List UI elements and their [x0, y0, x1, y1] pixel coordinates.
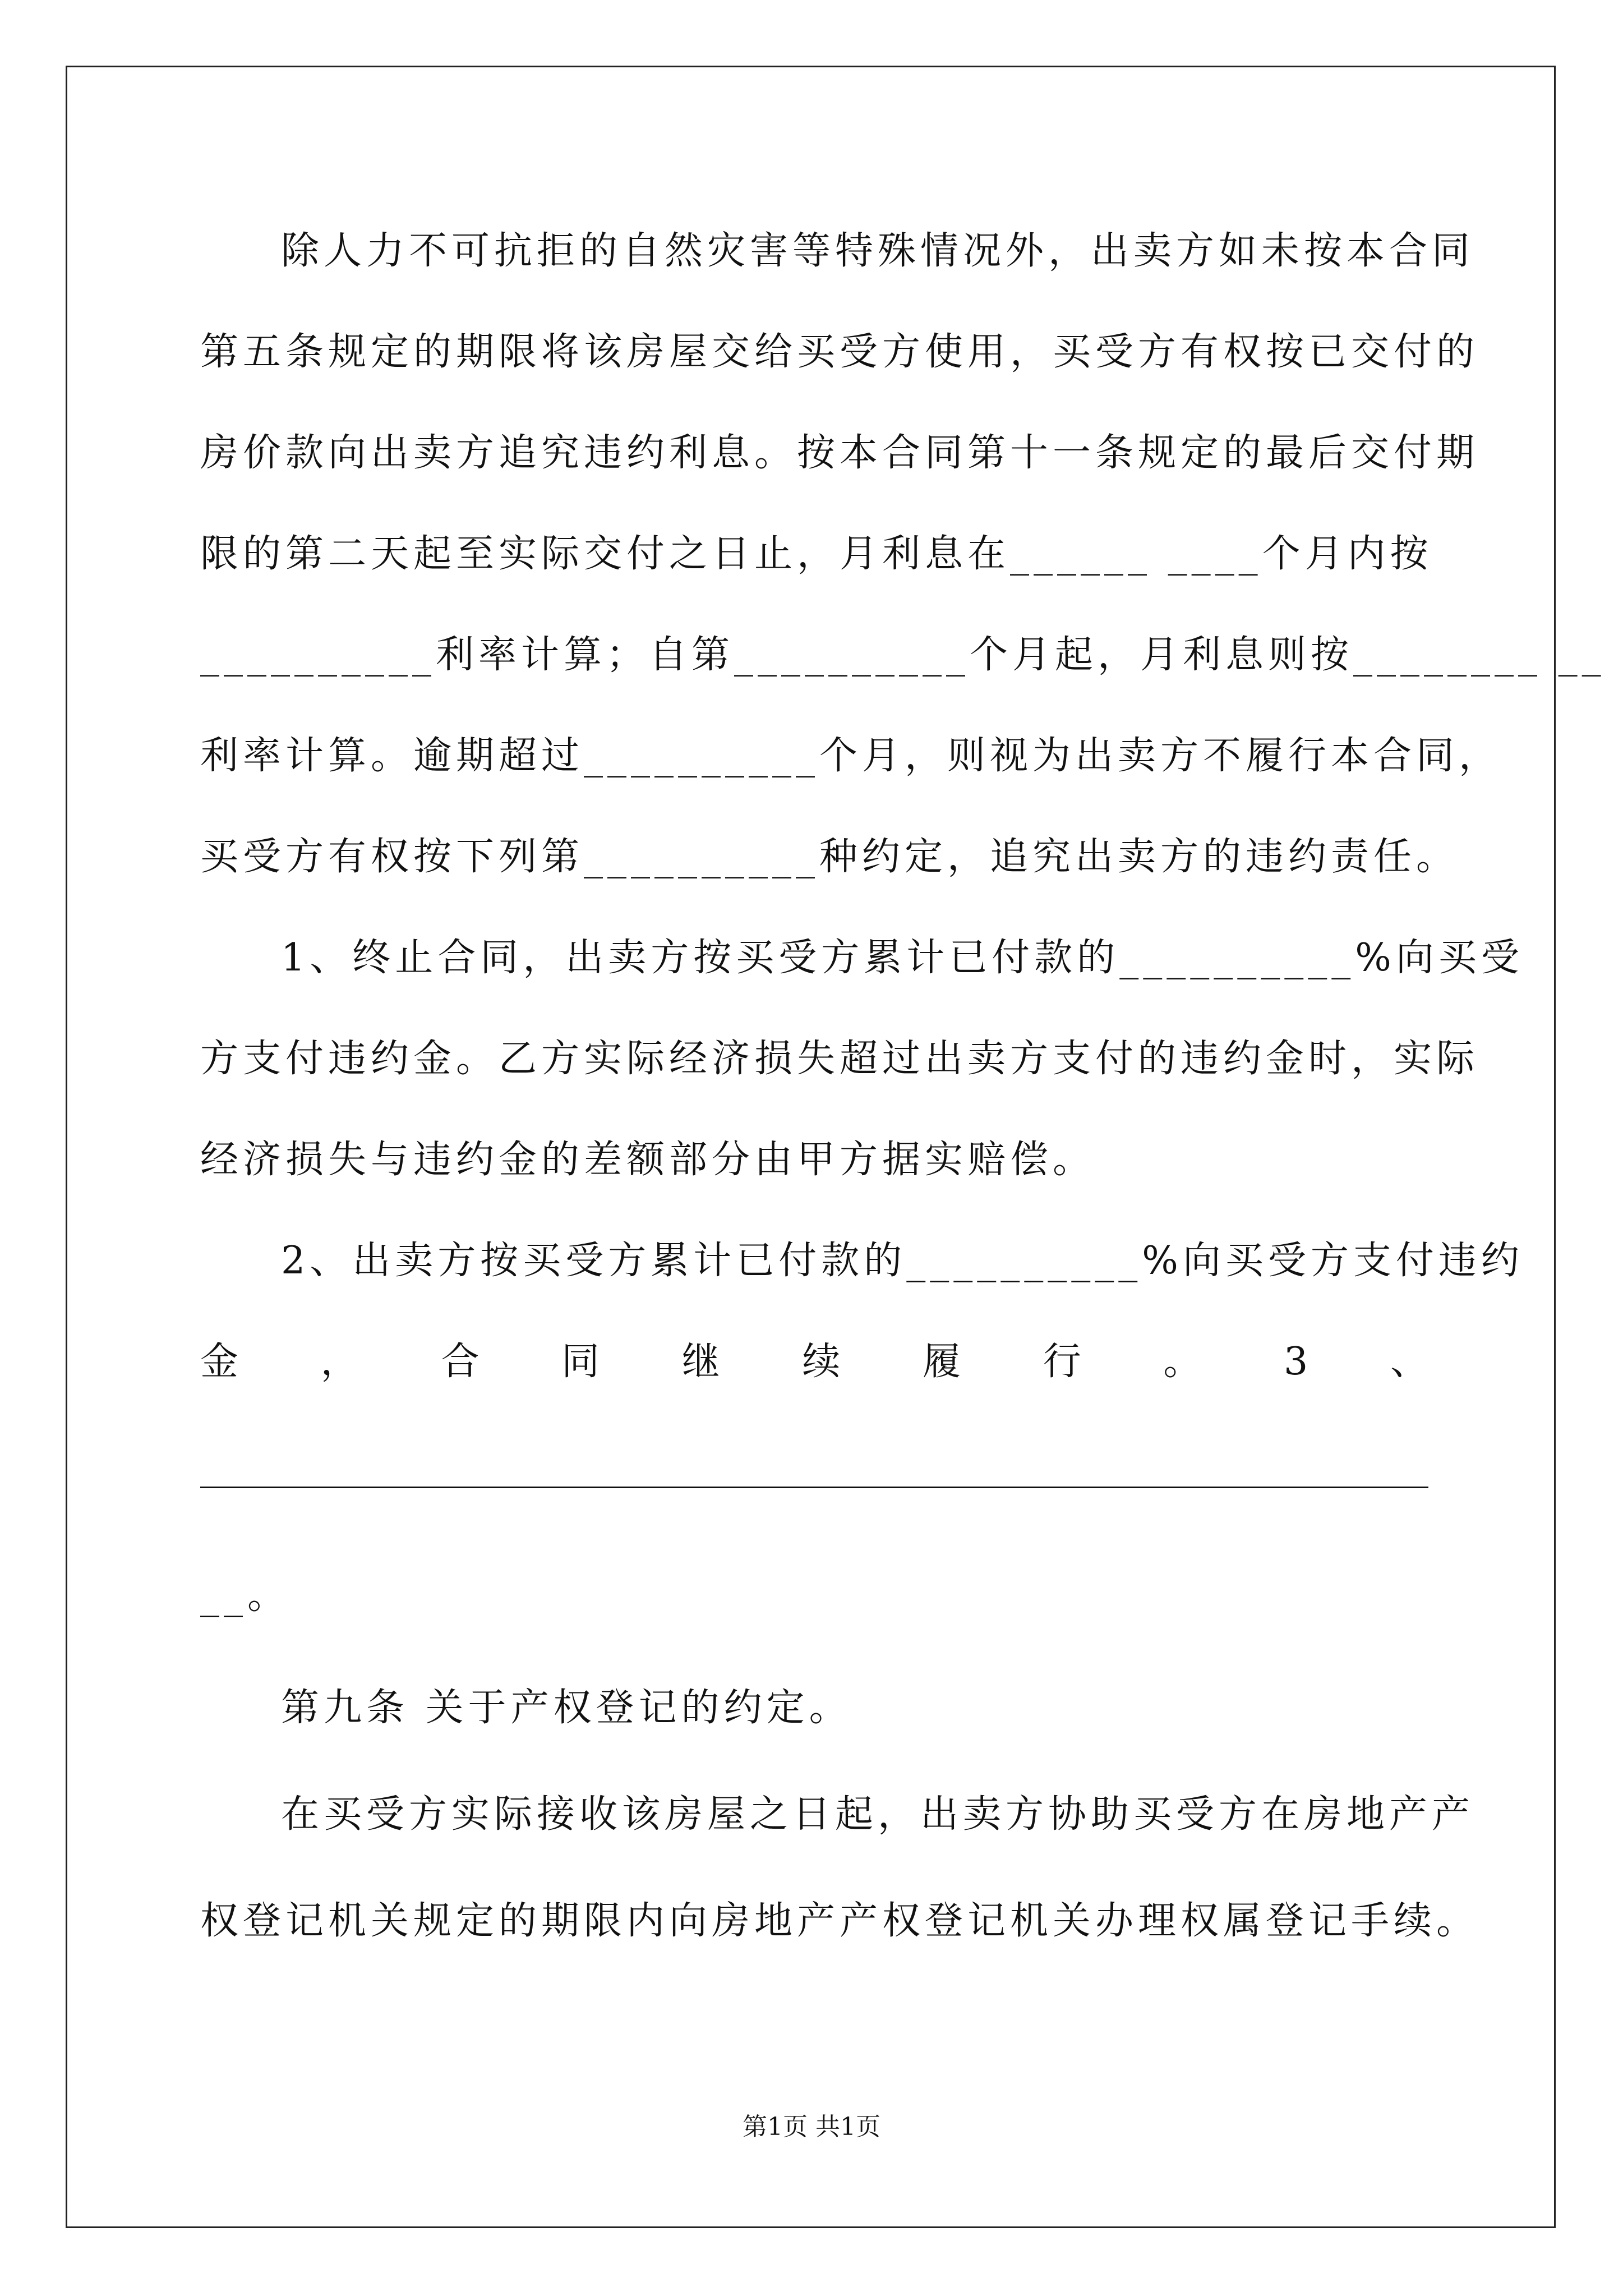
paragraph-line: 房价款向出卖方追究违约利息。按本合同第十一条规定的最后交付期: [200, 431, 1479, 475]
spread-char: 合: [441, 1340, 479, 1384]
blank-fill-rule: [200, 1487, 1428, 1488]
spread-char: 金: [200, 1340, 239, 1384]
paragraph-line: 买受方有权按下列第__________种约定，追究出卖方的违约责任。: [200, 835, 1459, 879]
spread-char: 3: [1284, 1340, 1308, 1384]
spread-char: 继: [681, 1340, 720, 1384]
paragraph-line: 除人力不可抗拒的自然灾害等特殊情况外，出卖方如未按本合同: [281, 229, 1475, 273]
paragraph-line: 限的第二天起至实际交付之日止，月利息在______ ____个月内按: [200, 532, 1433, 576]
page-footer: 第1页 共1页: [743, 2113, 880, 2141]
paragraph-line: 2、出卖方按买受方累计已付款的__________%向买受方支付违约: [281, 1239, 1524, 1283]
spread-char: 、: [1390, 1340, 1428, 1384]
paragraph-line: 利率计算。逾期超过__________个月，则视为出卖方不履行本合同，: [200, 734, 1502, 778]
spread-char: 续: [802, 1340, 841, 1384]
paragraph-line: 1、终止合同，出卖方按买受方累计已付款的__________%向买受: [281, 936, 1524, 980]
paragraph-line: 经济损失与违约金的差额部分由甲方据实赔偿。: [200, 1138, 1096, 1182]
spread-char: ，: [320, 1340, 359, 1384]
section-heading: 第九条 关于产权登记的约定。: [281, 1686, 852, 1730]
spread-char: 行: [1043, 1340, 1081, 1384]
spread-line: [200, 1331, 1428, 1393]
spread-char: 。: [1163, 1340, 1202, 1384]
spread-char: 履: [923, 1340, 961, 1384]
paragraph-line: 在买受方实际接收该房屋之日起，出卖方协助买受方在房地产产: [281, 1792, 1475, 1837]
paragraph-line: 方支付违约金。乙方实际经济损失超过出卖方支付的违约金时，实际: [200, 1037, 1479, 1081]
paragraph-line: 第五条规定的期限将该房屋交给买受方使用，买受方有权按已交付的: [200, 330, 1479, 374]
spread-char: 同: [561, 1340, 600, 1384]
paragraph-line: 权登记机关规定的期限内向房地产产权登记机关办理权属登记手续。: [200, 1899, 1479, 1943]
paragraph-line: __________利率计算；自第__________个月起，月利息则按________ __: [200, 633, 1606, 677]
paragraph-line: __。: [200, 1573, 291, 1618]
